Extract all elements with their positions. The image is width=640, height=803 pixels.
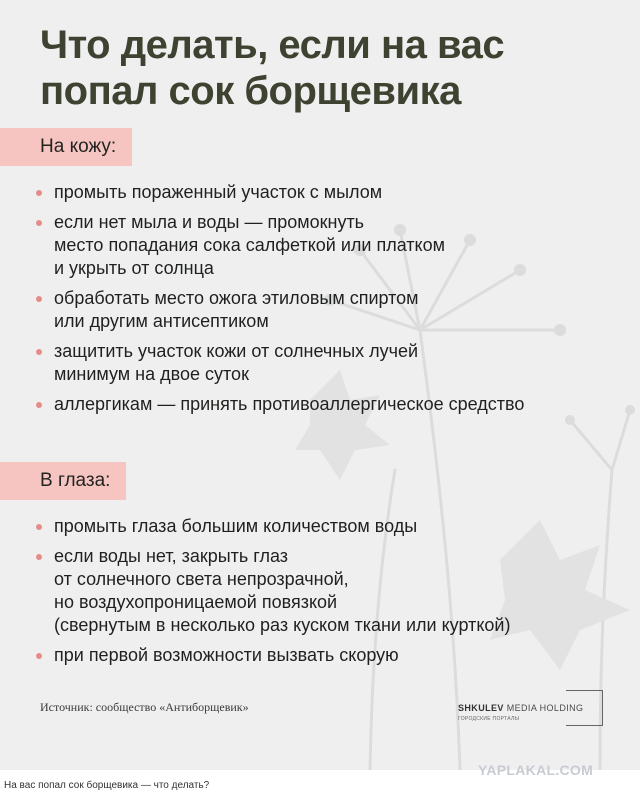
logo-brand: SHKULEV	[458, 703, 504, 713]
infographic-title	[40, 22, 504, 114]
list-item	[36, 545, 626, 637]
list-item	[36, 515, 626, 538]
logo-rest: MEDIA HOLDING	[506, 703, 584, 713]
bullet-dot	[36, 554, 42, 560]
item-line: от солнечного света непрозрачной,	[54, 569, 349, 589]
item-line: защитить участок кожи от солнечных лучей	[54, 341, 419, 361]
item-line: промыть глаза большим количеством воды	[54, 516, 418, 536]
site-watermark: YAPLAKAL.COM	[478, 762, 594, 778]
item-line: аллергикам — принять противоаллергическое средство	[54, 394, 525, 414]
item-line: или другим антисептиком	[54, 311, 269, 331]
item-line: обработать место ожога этиловым спиртом	[54, 288, 419, 308]
bullet-dot	[36, 653, 42, 659]
section-label-skin: На кожу:	[0, 128, 132, 166]
list-item	[36, 211, 626, 280]
skin-instructions-list	[36, 181, 626, 423]
logo-bracket-icon	[566, 690, 603, 726]
title-line: Что делать, если на вас	[40, 23, 505, 67]
shkulev-media-holding-logo	[458, 688, 608, 728]
item-line: место попадания сока салфеткой или платком	[54, 235, 446, 255]
item-line: но воздухопроницаемой повязкой	[54, 592, 338, 612]
list-item	[36, 393, 626, 416]
source-note: Источник: сообщество «Антиборщевик»	[40, 700, 249, 714]
title-line: попал сок борщевика	[40, 69, 461, 113]
list-item	[36, 181, 626, 204]
list-item	[36, 644, 626, 667]
item-line: промыть пораженный участок с мылом	[54, 182, 383, 202]
item-line: и укрыть от солнца	[54, 258, 214, 278]
section-label-eyes: В глаза:	[0, 462, 126, 500]
item-line: (свернутым в несколько раз куском ткани или курткой)	[54, 615, 511, 635]
bullet-dot	[36, 349, 42, 355]
bullet-dot	[36, 190, 42, 196]
item-line: минимум на двое суток	[54, 364, 249, 384]
eyes-instructions-list	[36, 515, 626, 674]
bullet-dot	[36, 296, 42, 302]
list-item	[36, 287, 626, 333]
item-line: если воды нет, закрыть глаз	[54, 546, 289, 566]
image-caption: На вас попал сок борщевика — что делать?	[4, 780, 210, 791]
logo-name	[458, 703, 583, 713]
logo-subtitle: ГОРОДСКИЕ ПОРТАЛЫ	[458, 716, 520, 722]
bullet-dot	[36, 220, 42, 226]
list-item	[36, 340, 626, 386]
item-line: при первой возможности вызвать скорую	[54, 645, 399, 665]
item-line: если нет мыла и воды — промокнуть	[54, 212, 365, 232]
bullet-dot	[36, 402, 42, 408]
bullet-dot	[36, 524, 42, 530]
